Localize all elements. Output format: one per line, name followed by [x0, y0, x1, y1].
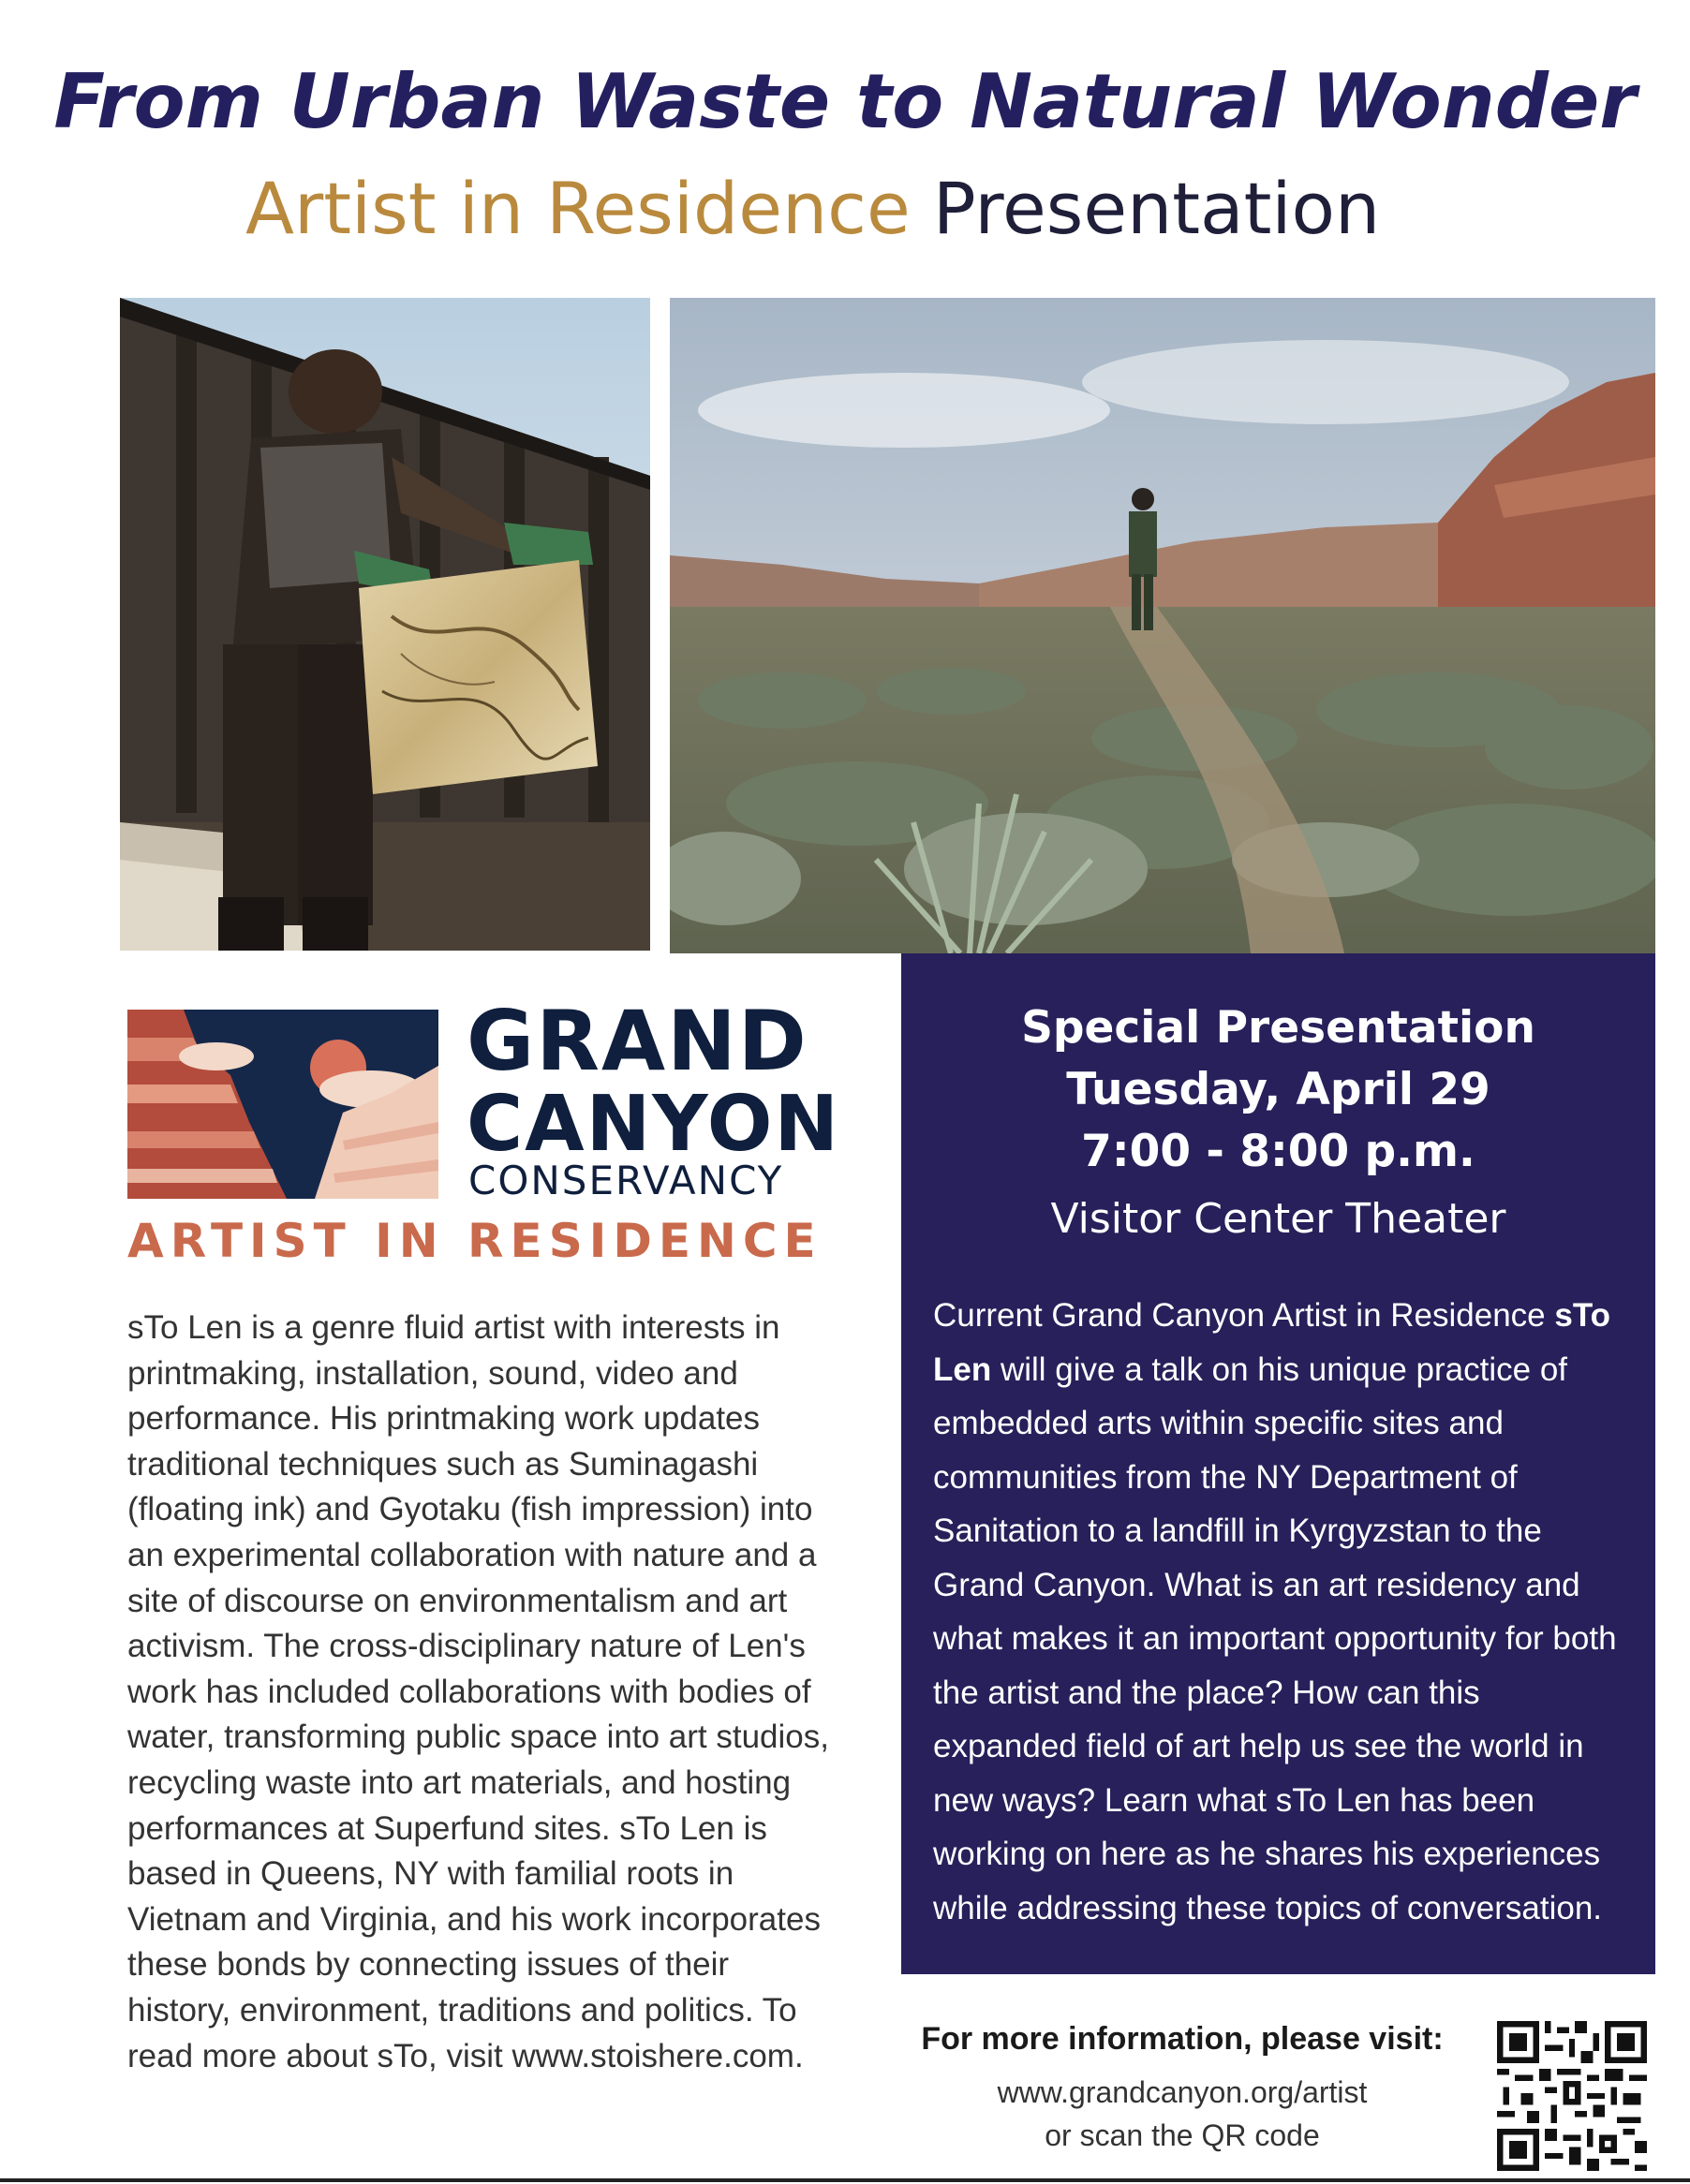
artist-bio: sTo Len is a genre fluid artist with interests in printmaking, installation, sound, video and performance. His printmaking work updates traditional techniques such as Suminagashi (floating ink) and Gyotaku (fish impression) into an experimental collaboration with nature and a site of discourse on environmentalism and art activism. The cross-disciplinary nature of Len's work has included collaborations with bodies of water, transforming public space into art studios, recycling waste into art materials, and hosting performances at Superfund sites. sTo Len is based in Queens, NY with familial roots in Vietnam and Virginia, and his work incorporates these bonds by connecting issues of their history, environment, traditions and politics. To read more about sTo, visit www.stoishere.com. — [127, 1309, 829, 2074]
page-title: From Urban Waste to Natural Wonder — [53, 58, 1637, 145]
subtitle-artist-in-residence: Artist in Residence — [245, 167, 911, 250]
bottom-divider — [0, 2178, 1690, 2182]
event-desc-artist-name: sTo Len — [933, 1297, 1611, 1388]
artist-in-canyon-landscape-photo — [670, 298, 1655, 953]
event-time: 7:00 - 8:00 p.m. — [1081, 1126, 1475, 1177]
event-desc-rest: will give a talk on his unique practice of embedded arts within specific sites and communities from the NY Department of Sanitation to a landfill in Kyrgyzstan to the Grand Canyon. What is an art residency and what makes it an important opportunity for both the artist and the place? How can this expanded field of art help us see the world in new ways? Learn what sTo Len has been working on here as he shares his experiences while addressing these topics of conversation. — [933, 1350, 1617, 1926]
event-heading: Special Presentation — [1021, 1002, 1535, 1054]
event-date: Tuesday, April 29 — [1066, 1064, 1490, 1115]
logo-grand-text: GRAND — [467, 993, 808, 1089]
event-desc-intro: Current Grand Canyon Artist in Residence — [933, 1297, 1546, 1334]
more-info-heading: For more information, please visit: — [921, 2021, 1444, 2057]
page-subtitle — [245, 167, 1380, 250]
canyon-landscape-illustration — [670, 298, 1655, 953]
logo-canyon-text: CANYON — [467, 1080, 841, 1169]
grand-canyon-conservancy-logo-icon — [127, 1010, 438, 1199]
more-info-url-link[interactable]: www.grandcanyon.org/artist — [997, 2075, 1368, 2109]
event-venue: Visitor Center Theater — [1050, 1195, 1506, 1243]
more-info-qr-text: or scan the QR code — [1045, 2118, 1320, 2152]
logo-conservancy-text: CONSERVANCY — [468, 1158, 784, 1203]
event-description — [933, 1289, 1626, 1935]
qr-code-icon[interactable] — [1497, 2021, 1647, 2171]
artist-holding-print-illustration — [120, 298, 650, 951]
artist-holding-print-photo — [120, 298, 650, 951]
logo-artist-in-residence-text: ARTIST IN RESIDENCE — [127, 1214, 823, 1268]
subtitle-presentation: Presentation — [932, 167, 1381, 250]
